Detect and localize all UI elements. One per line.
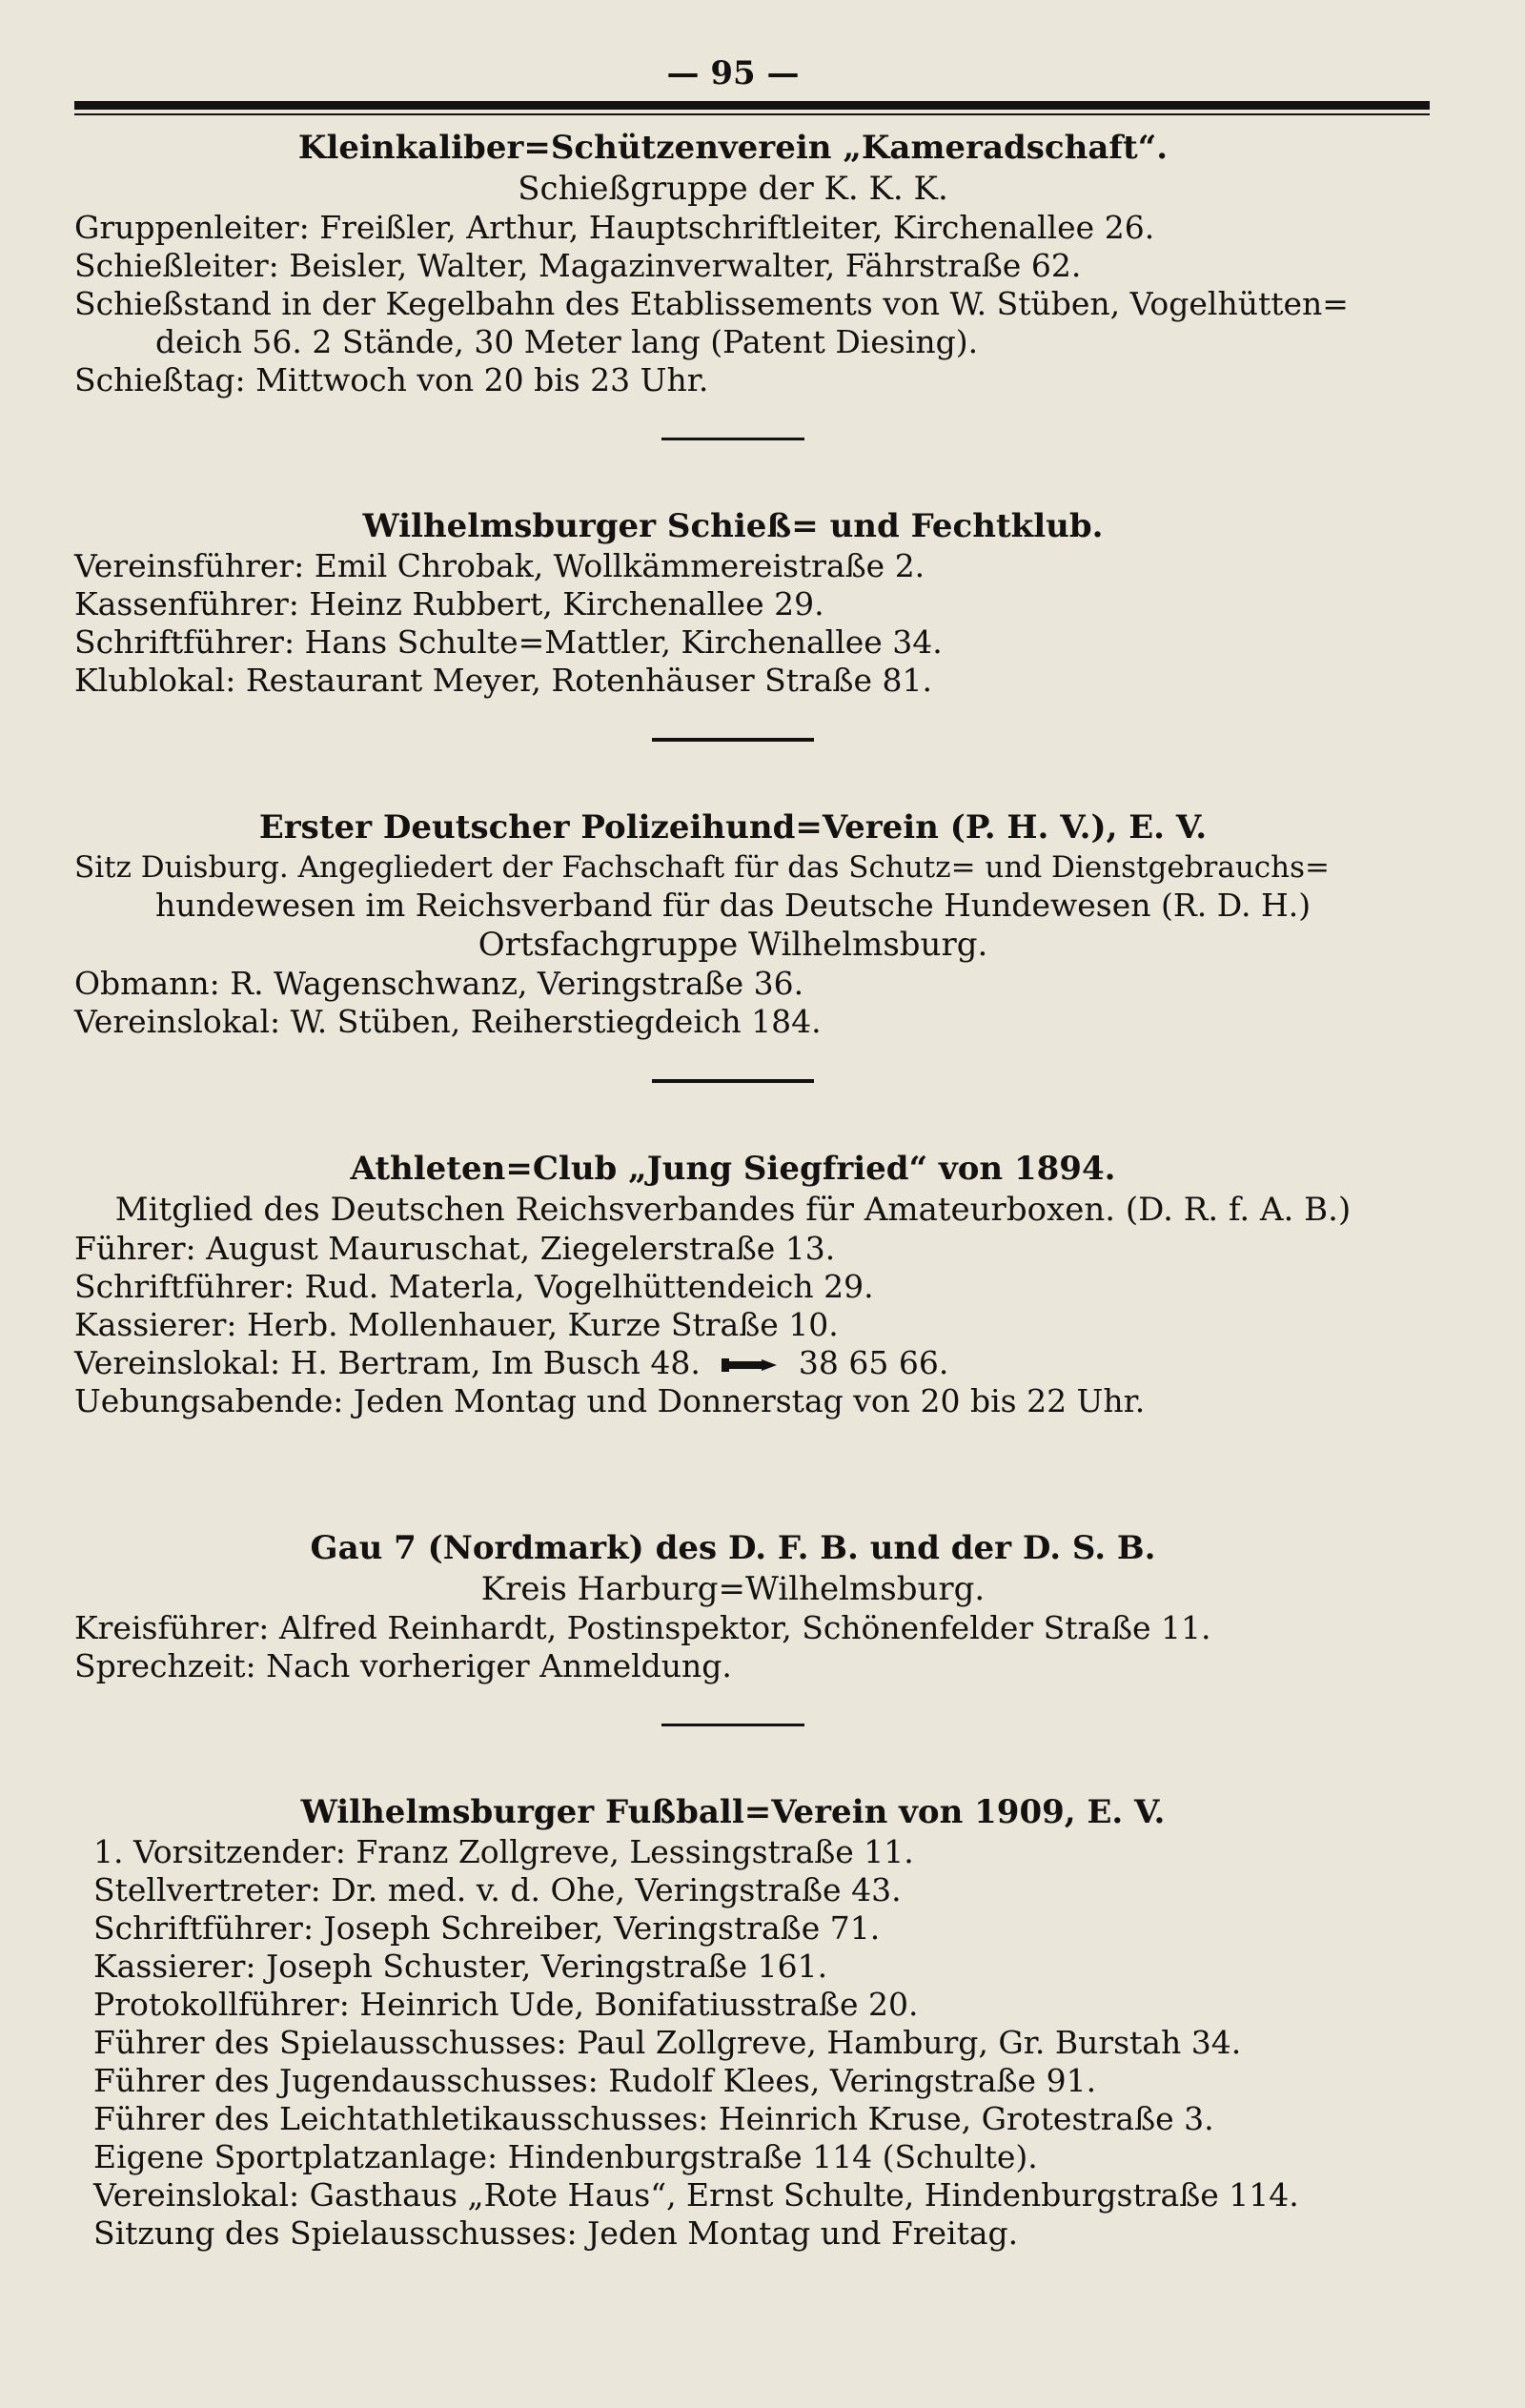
section-title: Erster Deutscher Polizeihund=Verein (P. H. V.), E. V. (258, 808, 1208, 847)
text-line: Vereinslokal: Gasthaus „Rote Haus“, Ernst Schulte, Hindenburgstraße 114. (93, 2176, 1299, 2214)
text-line: Kassierer: Herb. Mollenhauer, Kurze Straße 10. (74, 1306, 839, 1343)
section-separator (652, 1079, 814, 1083)
section-polizeihund (74, 806, 1430, 1041)
text-line: Schriftführer: Hans Schulte=Mattler, Kirchenallee 34. (74, 623, 943, 661)
text-line: hundewesen im Reichsverband für das Deutsche Hundewesen (R. D. H.) (155, 887, 1312, 924)
text-line: deich 56. 2 Stände, 30 Meter lang (Patent Diesing). (155, 323, 979, 360)
section-title: Athleten=Club „Jung Siegfried“ von 1894. (350, 1150, 1116, 1188)
text-line: Uebungsabende: Jeden Montag und Donnerstag von 20 bis 22 Uhr. (74, 1382, 1146, 1419)
text-line: Schießtag: Mittwoch von 20 bis 23 Uhr. (74, 361, 709, 398)
text-line: Kassenführer: Heinz Rubbert, Kirchenallee 29. (74, 585, 824, 622)
text-line: Vereinslokal: W. Stüben, Reiherstiegdeich 184. (74, 1003, 822, 1040)
header-rule (74, 101, 1430, 110)
text-line: Sitzung des Spielausschusses: Jeden Montag und Freitag. (93, 2214, 1019, 2252)
text-line-phone (74, 1344, 1430, 1382)
section-title: Gau 7 (Nordmark) des D. F. B. und der D. S. B. (310, 1529, 1156, 1567)
text-line: Führer: August Mauruschat, Ziegelerstraße 13. (74, 1230, 836, 1267)
section-title: Wilhelmsburger Fußball=Verein von 1909, E. V. (300, 1793, 1166, 1831)
text-line: Schießstand in der Kegelbahn des Etablissements von W. Stüben, Vogelhütten= (74, 285, 1349, 322)
text-line: Kassierer: Joseph Schuster, Veringstraße 161. (93, 1948, 828, 1985)
text-line: Schriftführer: Joseph Schreiber, Veringstraße 71. (93, 1909, 881, 1947)
text-line: Protokollführer: Heinrich Ude, Bonifatiusstraße 20. (93, 1986, 919, 2023)
text-line: Führer des Spielausschusses: Paul Zollgreve, Hamburg, Gr. Burstah 34. (93, 2024, 1242, 2061)
section-subtitle: Schießgruppe der K. K. K. (518, 170, 948, 208)
text-line: Stellvertreter: Dr. med. v. d. Ohe, Veringstraße 43. (93, 1871, 902, 1908)
section-kleinkaliber (74, 127, 1430, 399)
text-line: Klublokal: Restaurant Meyer, Rotenhäuser Straße 81. (74, 662, 932, 699)
text-line: Führer des Jugendausschusses: Rudolf Klees, Veringstraße 91. (93, 2062, 1097, 2099)
text-line: 1. Vorsitzender: Franz Zollgreve, Lessingstraße 11. (93, 1833, 914, 1870)
telephone-icon (722, 1356, 779, 1375)
section-title: Wilhelmsburger Schieß= und Fechtklub. (362, 507, 1104, 545)
section-title: Kleinkaliber=Schützenverein „Kameradschaft“. (297, 129, 1169, 167)
section-separator (661, 1724, 804, 1726)
section-athleten-club (74, 1148, 1430, 1420)
text-line: Eigene Sportplatzanlage: Hindenburgstraße 114 (Schulte). (93, 2138, 1038, 2175)
text-line: Obmann: R. Wagenschwanz, Veringstraße 36. (74, 965, 804, 1002)
section-fussball-verein (74, 1791, 1430, 2253)
section-spacer (652, 1459, 814, 1462)
header-rule-thin (74, 113, 1430, 115)
text-line: Führer des Leichtathletikausschusses: Heinrich Kruse, Grotestraße 3. (93, 2100, 1214, 2137)
section-subtitle: Mitglied des Deutschen Reichsverbandes für Amateurboxen. (D. R. f. A. B.) (114, 1191, 1352, 1229)
text-line: Sprechzeit: Nach vorheriger Anmeldung. (74, 1647, 732, 1684)
section-gau7 (74, 1527, 1430, 1685)
page-number: — 95 — (666, 54, 800, 92)
text-line: Vereinsführer: Emil Chrobak, Wollkämmereistraße 2. (74, 547, 925, 584)
section-separator (652, 738, 814, 742)
text-line: Schießleiter: Beisler, Walter, Magazinverwalter, Fährstraße 62. (74, 247, 1082, 284)
phone-number: 38 65 66. (798, 1344, 949, 1381)
section-schiess-fechtklub (74, 505, 1430, 700)
text-line: Kreisführer: Alfred Reinhardt, Postinspektor, Schönenfelder Straße 11. (74, 1609, 1211, 1646)
text-line: Schriftführer: Rud. Materla, Vogelhüttendeich 29. (74, 1268, 874, 1305)
section-subtitle: Ortsfachgruppe Wilhelmsburg. (478, 926, 988, 964)
text-line: Gruppenleiter: Freißler, Arthur, Hauptschriftleiter, Kirchenallee 26. (74, 209, 1155, 246)
section-separator (661, 438, 804, 440)
section-subtitle: Kreis Harburg=Wilhelmsburg. (480, 1570, 986, 1608)
vereinslokal-text: Vereinslokal: H. Bertram, Im Busch 48. (74, 1344, 701, 1381)
text-line: Sitz Duisburg. Angegliedert der Fachschaft für das Schutz= und Dienstgebrauchs= (74, 850, 1331, 885)
